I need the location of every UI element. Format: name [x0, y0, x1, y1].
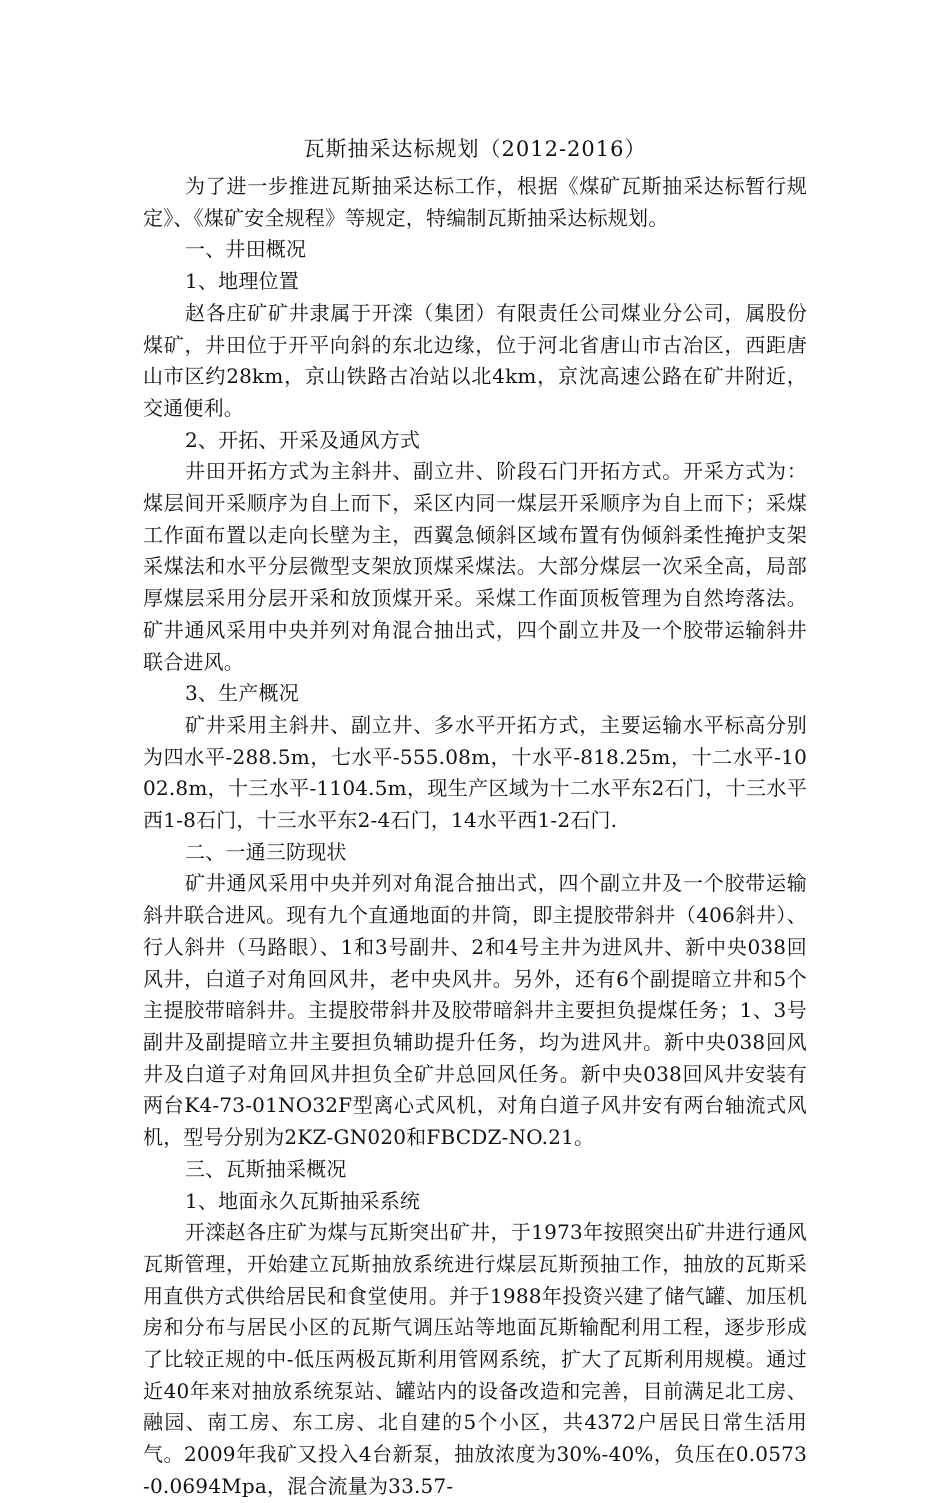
subsection-heading-3-1: 1、地面永久瓦斯抽采系统: [185, 1188, 421, 1213]
subsection-heading-1-3: 3、生产概况: [185, 681, 299, 706]
paragraph-ventilation: 矿井通风采用中央并列对角混合抽出式，四个副立井及一个胶带运输斜井联合进风。现有九个直通地面的井筒，即主提胶带斜井（406斜井）、行人斜井（马路眼）、1和3号副井、2和4号主井为进风井、新中央038回风井，白道子对角回风井，老中央风井。另外，还有6个副提暗立井和5个主提胶带暗斜井。主提胶带斜井及胶带暗斜井主要担负提煤任务；1、3号副井及副提暗立井主要担负辅助提升任务，均为进风井。新中央038回风井及白道子对角回风井担负全矿井总回风任务。新中央038回风井安装有两台K4-73-01NO32F型离心式风机，对角白道子风井安有两台轴流式风机，型号分别为2KZ-GN020和FBCDZ-NO.21。: [143, 871, 807, 1150]
paragraph-mining-method: 井田开拓方式为主斜井、副立井、阶段石门开拓方式。开采方式为：煤层间开采顺序为自上而下，采区内同一煤层开采顺序为自上而下；采煤工作面布置以走向长壁为主，西翼急倾斜区域布置有伪倾斜柔性掩护支架采煤法和水平分层微型支架放顶煤采煤法。大部分煤层一次采全高，局部厚煤层采用分层开采和放顶煤开采。采煤工作面顶板管理为自然垮落法。矿井通风采用中央并列对角混合抽出式，四个副立井及一个胶带运输斜井联合进风。: [143, 459, 807, 674]
paragraph-gas-system: 开滦赵各庄矿为煤与瓦斯突出矿井，于1973年按照突出矿井进行通风瓦斯管理，开始建立瓦斯抽放系统进行煤层瓦斯预抽工作，抽放的瓦斯采用直供方式供给居民和食堂使用。并于1988年投资兴建了储气罐、加压机房和分布与居民小区的瓦斯气调压站等地面瓦斯输配利用工程，逐步形成了比较正规的中-低压两极瓦斯利用管网系统，扩大了瓦斯利用规模。通过近40年来对抽放系统泵站、罐站内的设备改造和完善，目前满足北工房、融园、南工房、东工房、北自建的5个小区，共4372户居民日常生活用气。2009年我矿又投入4台新泵，抽放浓度为30%-40%，负压在0.0573-0.0694Mpa，混合流量为33.57-: [143, 1220, 807, 1498]
document-title: 瓦斯抽采达标规划（2012-2016）: [303, 137, 647, 161]
section-heading-1: 一、井田概况: [185, 237, 307, 262]
paragraph-production: 矿井采用主斜井、副立井、多水平开拓方式，主要运输水平标高分别为四水平-288.5m，七水平-555.08m，十水平-818.25m，十二水平-1002.8m，十三水平-1104.5m，现生产区域为十二水平东2石门，十三水平西1-8石门，十三水平东2-4石门，14水平西1-2石门.: [143, 712, 807, 833]
section-heading-2: 二、一通三防现状: [185, 839, 347, 864]
section-heading-3: 三、瓦斯抽采概况: [185, 1156, 347, 1181]
subsection-heading-1-1: 1、地理位置: [185, 269, 299, 294]
subsection-heading-1-2: 2、开拓、开采及通风方式: [185, 427, 421, 452]
paragraph-location: 赵各庄矿矿井隶属于开滦（集团）有限责任公司煤业分公司，属股份煤矿，井田位于开平向斜的东北边缘，位于河北省唐山市古冶区，西距唐山市区约28km，京山铁路古冶站以北4km，京沈高速公路在矿井附近，交通便利。: [143, 300, 807, 420]
paragraph-intro: 为了进一步推进瓦斯抽采达标工作，根据《煤矿瓦斯抽采达标暂行规定》、《煤矿安全规程》等规定，特编制瓦斯抽采达标规划。: [143, 174, 807, 230]
document-page: [143, 127, 807, 1503]
